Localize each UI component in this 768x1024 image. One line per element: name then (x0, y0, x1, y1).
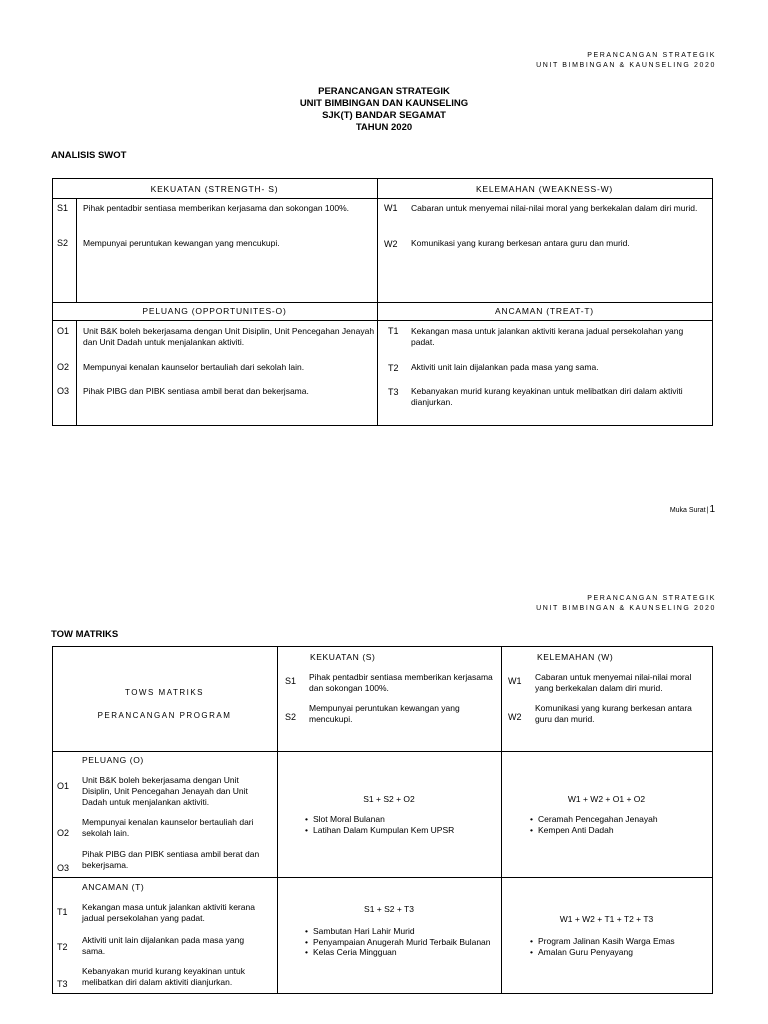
tows-code-w1: W1 (508, 676, 522, 686)
tows-corner-title: TOWS MATRIKS (124, 688, 205, 697)
tows-text-t3: Kebanyakan murid kurang keyakinan untuk melibatkan diri dalam aktiviti dianjurkan. (82, 966, 246, 987)
swot-strength-title: KEKUATAN (STRENGTH- S) (150, 184, 279, 194)
tows-wt-item: • Amalan Guru Penyayang (530, 947, 708, 958)
swot-code-w2: W2 (384, 239, 398, 249)
doc-title-line1: PERANCANGAN STRATEGIK (318, 86, 450, 97)
swot-text-o1: Unit B&K boleh bekerjasama dengan Unit Disiplin, Unit Pencegahan Jenayah dan Unit Dadah untuk menjalankan aktiviti. (83, 326, 375, 347)
swot-text-o3: Pihak PIBG dan PIBK sentiasa ambil berat dan bekerjsama. (83, 386, 309, 396)
tows-text-t1: Kekangan masa untuk jalankan aktiviti kerana jadual persekolahan yang padat. (82, 902, 255, 923)
tows-st-item: • Sambutan Hari Lahir Murid (305, 926, 497, 937)
tows-st-formula: S1 + S2 + T3 (364, 904, 414, 914)
tows-code-s2: S2 (285, 712, 297, 722)
swot-threat-title: ANCAMAN (TREAT-T) (495, 306, 594, 316)
tows-wt-list (530, 936, 708, 957)
tows-text-w1: Cabaran untuk menyemai nilai-nilai moral yang berkekalan dalam diri murid. (535, 672, 692, 693)
page-footer-label: Muka Surat (669, 507, 706, 514)
swot-text-t1: Kekangan masa untuk jalankan aktiviti kerana jadual persekolahan yang padat. (411, 326, 684, 347)
swot-code-s1: S1 (57, 203, 69, 213)
tows-strength-header: KEKUATAN (S) (310, 652, 376, 662)
tows-code-s1: S1 (285, 676, 297, 686)
page-header-line1: PERANCANGAN STRATEGIK (587, 52, 716, 59)
tows-so-item: • Slot Moral Bulanan (305, 814, 497, 825)
page-footer-number: 1 (709, 504, 715, 515)
tows-st-item: • Penyampaian Anugerah Murid Terbaik Bulanan (305, 937, 497, 948)
tows-so-formula: S1 + S2 + O2 (363, 794, 415, 804)
tows-wt-item: • Program Jalinan Kasih Warga Emas (530, 936, 708, 947)
tows-wo-item: • Ceramah Pencegahan Jenayah (530, 814, 708, 825)
tows-opportunity-header: PELUANG (O) (82, 755, 144, 765)
tows-wo-item: • Kempen Anti Dadah (530, 825, 708, 836)
swot-code-o1: O1 (57, 326, 70, 336)
tows-st-item: • Kelas Ceria Mingguan (305, 947, 497, 958)
swot-code-t2: T2 (388, 363, 399, 373)
tows-text-w2: Komunikasi yang kurang berkesan antara guru dan murid. (535, 703, 692, 724)
section-title-tows: TOW MATRIKS (51, 629, 119, 640)
swot-text-o2: Mempunyai kenalan kaunselor bertauliah dari sekolah lain. (83, 362, 305, 372)
page2-header-line2: UNIT BIMBINGAN & KAUNSELING 2020 (536, 605, 716, 612)
swot-text-w2: Komunikasi yang kurang berkesan antara guru dan murid. (411, 238, 630, 248)
doc-title-line4: TAHUN 2020 (355, 122, 413, 133)
swot-code-t1: T1 (388, 326, 399, 336)
tows-wo-formula: W1 + W2 + O1 + O2 (567, 794, 646, 804)
page-footer: Muka Surat|1 (669, 504, 715, 515)
doc-title-line3: SJK(T) BANDAR SEGAMAT (322, 110, 446, 121)
tows-st-list (305, 926, 497, 958)
swot-opportunity-title: PELUANG (OPPORTUNITES-O) (142, 306, 287, 316)
tows-corner-subtitle: PERANCANGAN PROGRAM (97, 711, 232, 720)
tows-so-item: • Latihan Dalam Kumpulan Kem UPSR (305, 825, 497, 836)
swot-code-o3: O3 (57, 386, 70, 396)
tows-code-t1: T1 (57, 907, 68, 917)
swot-code-o2: O2 (57, 362, 70, 372)
tows-code-t2: T2 (57, 942, 68, 952)
tows-code-w2: W2 (508, 712, 522, 722)
tows-weakness-header: KELEMAHAN (W) (537, 652, 614, 662)
swot-weakness-title: KELEMAHAN (WEAKNESS-W) (475, 184, 614, 194)
page2-header-line1: PERANCANGAN STRATEGIK (587, 595, 716, 602)
swot-text-w1: Cabaran untuk menyemai nilai-nilai moral yang berkekalan dalam diri murid. (411, 203, 698, 213)
swot-code-t3: T3 (388, 387, 399, 397)
tows-code-o2: O2 (57, 828, 70, 838)
tows-code-t3: T3 (57, 979, 68, 989)
tows-so-list (305, 814, 497, 835)
tows-code-o3: O3 (57, 863, 70, 873)
doc-title-line2: UNIT BIMBINGAN DAN KAUNSELING (299, 98, 469, 109)
page-header-line2: UNIT BIMBINGAN & KAUNSELING 2020 (536, 62, 716, 69)
tows-wt-formula: W1 + W2 + T1 + T2 + T3 (559, 914, 654, 924)
tows-text-s1: Pihak pentadbir sentiasa memberikan kerjasama dan sokongan 100%. (309, 672, 493, 693)
section-title-swot: ANALISIS SWOT (51, 150, 127, 161)
swot-text-t2: Aktiviti unit lain dijalankan pada masa yang sama. (411, 362, 599, 372)
swot-code-s2: S2 (57, 238, 69, 248)
swot-text-s1: Pihak pentadbir sentiasa memberikan kerjasama dan sokongan 100%. (83, 203, 350, 213)
tows-text-s2: Mempunyai peruntukan kewangan yang mencukupi. (309, 703, 460, 724)
swot-code-w1: W1 (384, 203, 398, 213)
tows-text-o2: Mempunyai kenalan kaunselor bertauliah dari sekolah lain. (82, 817, 254, 838)
swot-text-s2: Mempunyai peruntukan kewangan yang mencukupi. (83, 238, 280, 248)
tows-text-t2: Aktiviti unit lain dijalankan pada masa yang sama. (82, 935, 245, 956)
tows-text-o1: Unit B&K boleh bekerjasama dengan Unit Disiplin, Unit Pencegahan Jenayah dan Unit Dadah untuk menjalankan aktiviti. (82, 775, 248, 807)
tows-threat-header: ANCAMAN (T) (82, 882, 145, 892)
tows-code-o1: O1 (57, 781, 70, 791)
tows-text-o3: Pihak PIBG dan PIBK sentiasa ambil berat dan bekerjsama. (82, 849, 260, 870)
tows-wo-list (530, 814, 708, 835)
swot-text-t3: Kebanyakan murid kurang keyakinan untuk melibatkan diri dalam aktiviti dianjurkan. (411, 386, 683, 407)
